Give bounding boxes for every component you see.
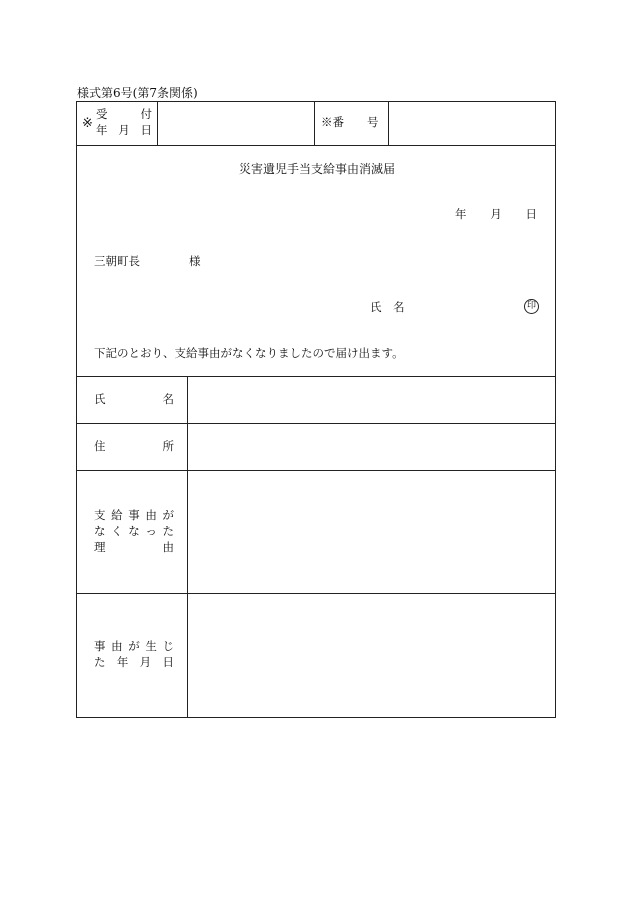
receipt-label-year: 年	[96, 123, 108, 137]
reason-char: 理	[94, 540, 106, 554]
date-row-label-line1	[94, 641, 174, 653]
date-row-label-line2	[94, 657, 174, 669]
name-field[interactable]	[188, 377, 554, 423]
reason-char: な	[128, 524, 140, 538]
reason-char: 由	[162, 540, 174, 554]
reason-field[interactable]	[188, 471, 554, 593]
notice-date-day: 日	[525, 207, 537, 221]
receipt-label-month: 月	[118, 123, 130, 137]
reason-char: が	[162, 508, 174, 522]
receipt-label-top-1: 受	[96, 107, 108, 121]
addressee-suffix: 様	[189, 254, 201, 268]
date-char: 年	[116, 655, 129, 669]
reason-row-label-line2	[94, 526, 174, 538]
reason-row-label-line3	[94, 542, 174, 554]
address-row-label	[94, 441, 174, 453]
addressee: 三朝町長	[94, 254, 140, 268]
reason-char: た	[162, 524, 174, 538]
notice-date-year: 年	[455, 207, 467, 221]
receipt-label-day: 日	[140, 123, 152, 137]
date-char: 生	[145, 639, 157, 653]
name-row-label-2: 名	[162, 392, 174, 406]
receipt-date-field[interactable]	[158, 102, 313, 144]
reason-char: 支	[94, 508, 106, 522]
address-field[interactable]	[188, 424, 554, 470]
divider	[314, 101, 315, 145]
date-char: 日	[162, 655, 174, 669]
date-char: 月	[139, 655, 152, 669]
receipt-label-top	[96, 109, 152, 121]
reason-char: っ	[145, 524, 157, 538]
address-row-label-2: 所	[162, 439, 174, 453]
reason-char: 事	[128, 508, 140, 522]
receipt-label-bottom	[96, 125, 152, 137]
address-row-label-1: 住	[94, 439, 106, 453]
number-field[interactable]	[389, 102, 554, 144]
divider	[76, 145, 556, 146]
receipt-label-top-2: 付	[140, 107, 152, 121]
date-char: た	[94, 655, 106, 669]
name-row-label	[94, 394, 174, 406]
applicant-name-label: 氏 名	[370, 300, 405, 314]
document-title: 災害遺児手当支給事由消滅届	[239, 162, 396, 176]
seal-mark-icon: 印	[524, 299, 539, 314]
date-char: 由	[111, 639, 123, 653]
receipt-mark: ※	[82, 116, 93, 131]
notice-date-month: 月	[490, 207, 502, 221]
reason-char: な	[94, 524, 106, 538]
number-label: ※番 号	[321, 115, 379, 129]
reason-char: 由	[145, 508, 157, 522]
event-date-field[interactable]	[188, 594, 554, 716]
notice-body-text: 下記のとおり、支給事由がなくなりましたので届け出ます。	[94, 346, 404, 360]
date-char: が	[128, 639, 140, 653]
reason-char: 給	[111, 508, 123, 522]
form-number-label: 様式第6号(第7条関係)	[77, 86, 198, 100]
notice-date	[455, 209, 537, 221]
date-char: じ	[162, 639, 174, 653]
name-row-label-1: 氏	[94, 392, 106, 406]
reason-row-label-line1	[94, 510, 174, 522]
date-char: 事	[94, 639, 106, 653]
reason-char: く	[111, 524, 123, 538]
